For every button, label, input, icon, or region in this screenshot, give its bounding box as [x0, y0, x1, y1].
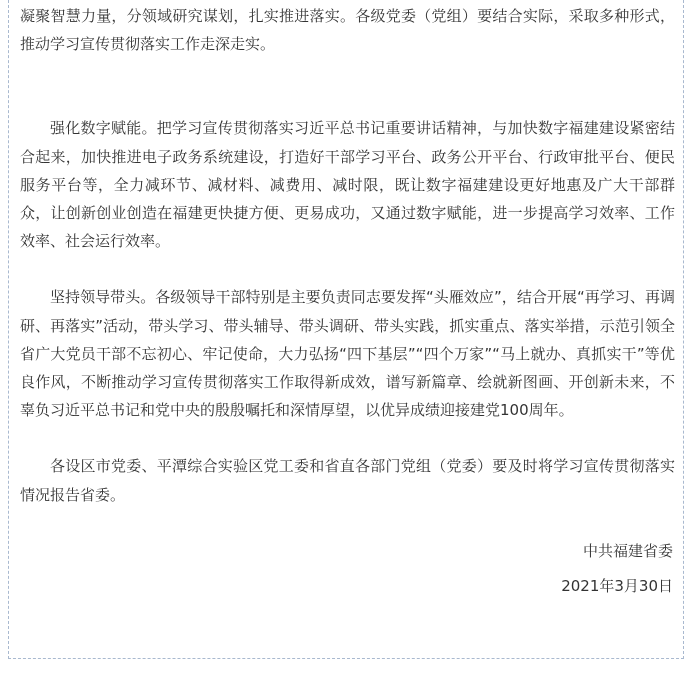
signature-organization: 中共福建省委 [582, 541, 673, 560]
paragraph-digital-empowerment: 强化数字赋能。把学习宣传贯彻落实习近平总书记重要讲话精神，与加快数字福建建设紧密结合起来，加快推进电子政务系统建设，打造好干部学习平台、政务公开平台、行政审批平台、便民服务平台等，全力减环节、减材料、减费用、减时限，既让数字福建建设更好地惠及广大干部群众，让创新创业创造在福建更快捷方便、更易成功，又通过数字赋能，进一步提高学习效率、工作效率、社会运行效率。 [20, 119, 675, 251]
paragraph-spacer [20, 424, 675, 452]
paragraph-spacer [20, 255, 675, 283]
paragraph-spacer [20, 86, 675, 114]
paragraph-intro-continuation: 凝聚智慧力量，分领域研究谋划，扎实推进落实。各级党委（党组）要结合实际，采取多种形式，推动学习宣传贯彻落实工作走深走实。 [20, 7, 675, 54]
paragraph-leadership: 坚持领导带头。各级领导干部特别是主要负责同志要发挥“头雁效应”，结合开展“再学习、再调研、再落实”活动，带头学习、带头辅导、带头调研、带头实践，抓实重点、落实举措，示范引领全省广大党员干部不忘初心、牢记使命，大力弘扬“四下基层”“四个万家”“马上就办、真抓实干”等优良作风，不断推动学习宣传贯彻落实工作取得新成效，谱写新篇章、绘就新图画、开创新未来，不辜负习近平总书记和党中央的殷殷嘱托和深情厚望，以优异成绩迎接建党100周年。 [20, 288, 675, 420]
paragraph-spacer [20, 58, 675, 86]
paragraph-reporting: 各设区市党委、平潭综合实验区党工委和省直各部门党组（党委）要及时将学习宣传贯彻落实情况报告省委。 [20, 457, 675, 504]
signature-date: 2021年3月30日 [561, 576, 673, 595]
article-body [20, 2, 675, 601]
paragraph-spacer [20, 509, 675, 537]
